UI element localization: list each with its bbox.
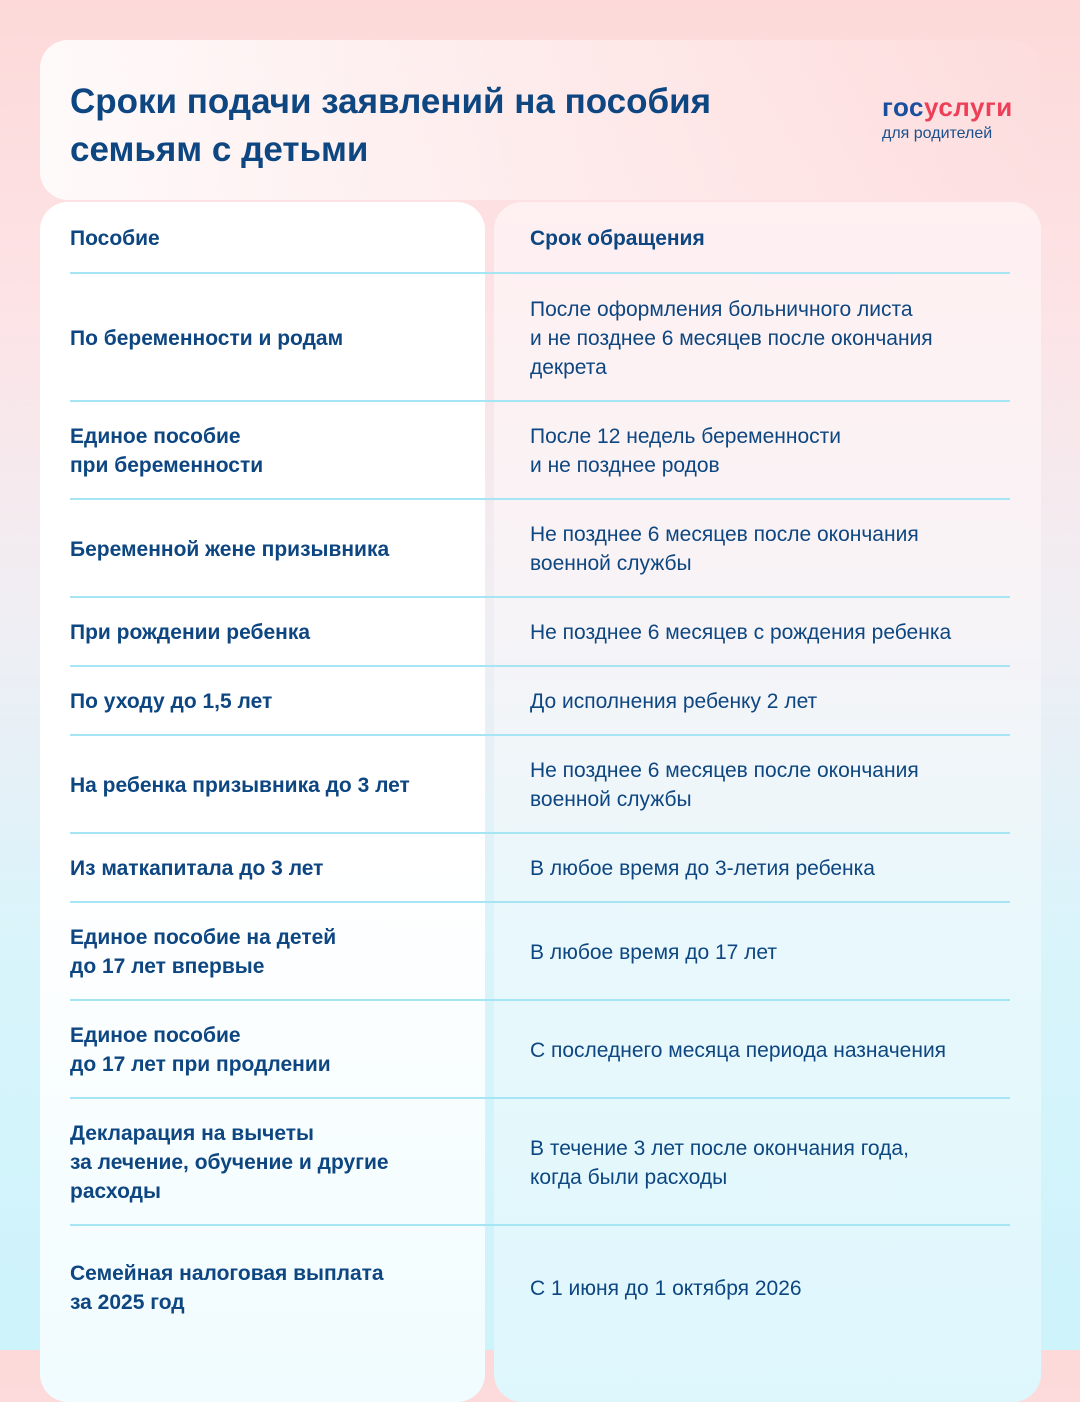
benefit-text: Единое пособие на детей (70, 926, 337, 949)
column-header-deadline: Срок обращения (530, 226, 705, 250)
title-line: Сроки подачи заявлений на пособия (70, 82, 712, 121)
deadline-cell (530, 854, 1010, 883)
deadline-text: После 12 недель беременности (530, 425, 841, 448)
benefit-text: При рождении ребенка (70, 621, 311, 644)
deadline-text: Не позднее 6 месяцев после окончания (530, 523, 919, 546)
deadline-text: После оформления больничного листа (530, 297, 913, 321)
deadlines-table (70, 202, 1010, 1350)
benefit-cell (70, 771, 530, 800)
benefit-cell (70, 923, 530, 981)
table-row (70, 274, 1010, 402)
deadline-cell (530, 687, 1010, 716)
logo-subtitle: для родителей (882, 125, 993, 142)
benefit-text: расходы (70, 1180, 161, 1203)
table-row (70, 598, 1010, 667)
deadline-cell (530, 295, 1010, 382)
deadline-cell (530, 1274, 1010, 1303)
table-row (70, 402, 1010, 500)
benefit-text: На ребенка призывника до 3 лет (70, 773, 410, 797)
deadline-text: В течение 3 лет после окончания года, (530, 1136, 909, 1160)
benefit-text: при беременности (70, 454, 264, 477)
deadline-text: декрета (530, 355, 607, 379)
title-line: семьям с детьми (70, 130, 369, 169)
logo-part-gos: гос (882, 92, 924, 122)
deadline-text: Не позднее 6 месяцев с рождения ребенка (530, 621, 952, 644)
benefit-text: Семейная налоговая выплата (70, 1262, 384, 1285)
deadline-text: С последнего месяца периода назначения (530, 1038, 947, 1062)
benefit-cell (70, 687, 530, 716)
benefit-cell (70, 422, 530, 480)
deadline-text: и не позднее родов (530, 454, 720, 477)
benefit-text: Декларация на вычеты (70, 1122, 314, 1145)
table-row (70, 736, 1010, 834)
deadline-cell (530, 1036, 1010, 1065)
table-header-row (70, 202, 1010, 274)
benefit-text: Беременной жене призывника (70, 537, 390, 561)
benefit-text: По уходу до 1,5 лет (70, 690, 273, 713)
deadline-cell (530, 1134, 1010, 1192)
benefit-text: за 2025 год (70, 1291, 185, 1314)
benefit-text: Единое пособие (70, 425, 241, 448)
deadline-cell (530, 422, 1010, 480)
gosuslugi-logo (882, 92, 1013, 144)
table-row (70, 1001, 1010, 1099)
benefit-cell (70, 1119, 530, 1206)
header-card (40, 40, 1040, 200)
column-header-benefit: Пособие (70, 226, 160, 250)
benefit-cell (70, 1021, 530, 1079)
deadline-text: Не позднее 6 месяцев после окончания (530, 759, 919, 782)
benefit-cell (70, 324, 530, 353)
logo-wordmark (882, 92, 1013, 122)
benefit-text: Из маткапитала до 3 лет (70, 857, 324, 880)
table-row (70, 834, 1010, 903)
deadline-cell (530, 520, 1010, 578)
deadline-text: военной службы (530, 788, 692, 811)
deadline-cell (530, 618, 1010, 647)
deadline-text: военной службы (530, 552, 692, 575)
benefit-cell (70, 535, 530, 564)
deadline-cell (530, 938, 1010, 967)
deadline-text: В любое время до 3-летия ребенка (530, 857, 875, 880)
deadline-cell (530, 756, 1010, 814)
table-row (70, 667, 1010, 736)
logo-part-uslugi: услуги (924, 92, 1013, 122)
benefit-cell (70, 1259, 530, 1317)
benefit-text: за лечение, обучение и другие (70, 1151, 389, 1174)
benefit-text: до 17 лет при продлении (70, 1053, 331, 1076)
table-row (70, 1099, 1010, 1226)
deadline-text: С 1 июня до 1 октября 2026 (530, 1276, 802, 1300)
deadline-text: До исполнения ребенку 2 лет (530, 690, 818, 713)
deadline-text: и не позднее 6 месяцев после окончания (530, 326, 933, 350)
table-row (70, 1226, 1010, 1350)
benefit-text: до 17 лет впервые (70, 955, 265, 978)
benefit-text: Единое пособие (70, 1024, 241, 1047)
deadline-text: В любое время до 17 лет (530, 940, 778, 964)
table-row (70, 500, 1010, 598)
benefit-cell (70, 854, 530, 883)
benefit-text: По беременности и родам (70, 326, 344, 350)
deadline-text: когда были расходы (530, 1165, 728, 1189)
benefit-cell (70, 618, 530, 647)
page-title (70, 78, 711, 174)
table-row (70, 903, 1010, 1001)
